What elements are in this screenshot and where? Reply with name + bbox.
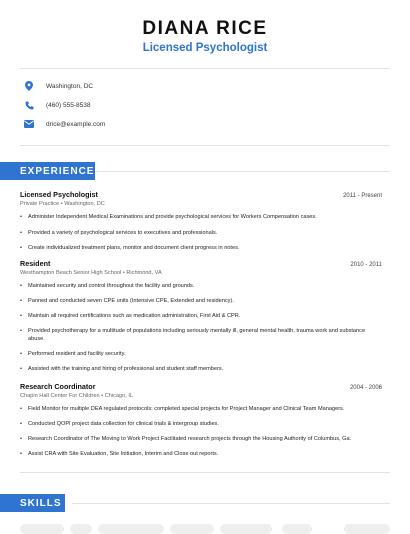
skills-section-heading [0,494,65,512]
contact-email [22,115,388,133]
email-icon [22,117,36,131]
bullet-item: • Conducted QOPI project data collection for clinical trials & intergroup studies. [20,421,382,429]
employer-name: Private Practice [20,201,60,207]
experience-entry [20,259,382,373]
skills-heading-line [72,503,390,504]
resume-header [0,0,410,54]
bullet-item: • Assisted with the training and hiring of professional and student staff members. [20,366,382,374]
separator-dot: • [101,393,104,399]
phone-icon [22,98,36,112]
skill-pill [98,524,164,534]
bullet-item: • Panned and conducted seven CPE units (Intensive CPE, Extended and residency). [20,298,382,306]
bullet-item: • Performed resident and facility security. [20,351,382,359]
employer-name: Chapin Hall Center For Children [20,393,100,399]
job-employer [20,270,382,276]
job-bullets [20,406,382,459]
bullet-item: • Create individualized treatment plans, monitor and document client progress in notes. [20,245,382,253]
job-employer [20,393,382,399]
job-bullets [20,214,382,253]
job-bullets [20,283,382,373]
location-pin-icon [22,79,36,93]
skills-heading-text: SKILLS [20,497,62,509]
bullet-item: • Provided a variety of psychological services to executives and professionals. [20,230,382,238]
job-title: Research Coordinator [20,382,96,391]
employer-location: Washington, DC [64,201,105,207]
skill-pill [20,524,64,534]
experience-entry [20,190,382,253]
experience-divider [20,472,390,473]
skill-pill [170,524,214,534]
job-dates: 2010 - 2011 [350,262,382,268]
employer-location: Chicago, IL [104,393,133,399]
bullet-item: • Provided psychotherapy for a multitude of populations including seriously mentally ill, general mental health, trauma work and substance abuse. [20,328,382,343]
job-title: Licensed Psychologist [20,190,98,199]
candidate-name: DIANA RICE [142,18,268,39]
bullet-item: • Maintain all required certifications such as medication administration, First Aid & CPR. [20,313,382,321]
job-title: Resident [20,259,51,268]
location-text: Washington, DC [46,82,94,90]
skill-pill [70,524,92,534]
job-dates: 2004 - 2006 [349,385,382,391]
bullet-item: • Maintained security and control throughout the facility and grounds. [20,283,382,291]
contact-location [22,77,388,95]
phone-text: (460) 555-8538 [46,101,91,109]
email-text: drice@example.com [46,120,106,128]
separator-dot: • [60,201,63,207]
bullet-item: • Field Monitor for multiple DEA regulated protocols; completed special projects for Project Manager and Clinical Team Managers. [20,406,382,414]
skill-pill [344,524,390,534]
separator-dot: • [122,270,125,276]
bullet-item: • Assist CRA with Site Evaluation, Site Initiation, Interim and Close out reports. [20,451,382,459]
job-employer [20,201,382,207]
contact-section [0,69,410,133]
employer-name: Westhampton Beach Senior High School [20,270,122,276]
bullet-item: • Research Coordinator of The Moving to Work Project Facilitated research projects through the Housing Authority of Columbus, Ga. [20,436,382,444]
experience-entry [20,382,382,459]
job-dates: 2011 - Present [343,193,382,199]
skill-pill [220,524,272,534]
experience-heading-text: EXPERIENCE [20,165,95,177]
candidate-title: Licensed Psychologist [142,42,268,54]
experience-section-heading [0,162,95,180]
bullet-item: • Administer Independent Medical Examinations and provide psychological services for Workers Compensation cases. [20,214,382,222]
skill-pill [282,524,312,534]
employer-location: Richmond, VA [126,270,162,276]
experience-heading-line [95,171,390,172]
contact-phone [22,96,388,114]
contact-divider [20,145,390,146]
